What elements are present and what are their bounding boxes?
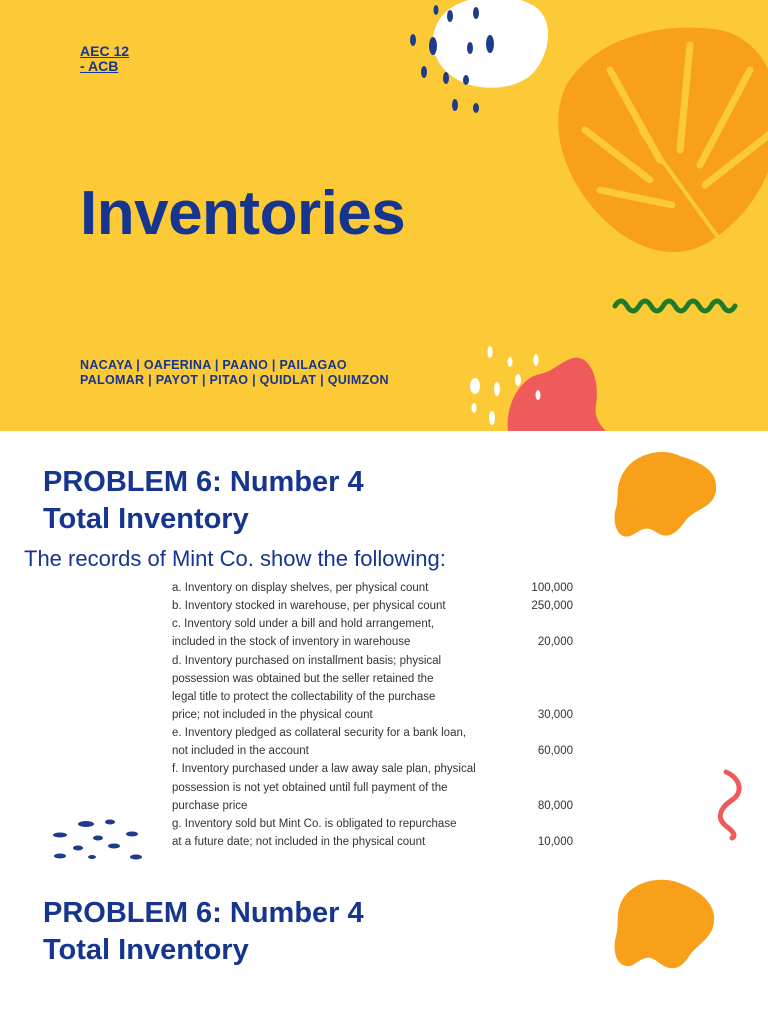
inventory-item-text: at a future date; not included in the physical count (172, 835, 426, 848)
course-code-line2: - ACB (80, 58, 119, 74)
inventory-item-amount: 60,000 (537, 745, 573, 758)
inventory-item-line (172, 615, 577, 633)
inventory-item-line (172, 706, 577, 724)
inventory-item-line (172, 597, 577, 615)
authors-line2: PALOMAR | PAYOT | PITAO | QUIDLAT | QUIMZON (80, 373, 389, 387)
inventory-item-line (172, 833, 577, 851)
inventory-item-line (172, 633, 577, 651)
inventory-item-text: d. Inventory purchased on installment basis; physical (172, 654, 442, 667)
green-squiggle-shape (615, 301, 735, 311)
red-blob-shape (508, 358, 606, 431)
inventory-item-text: price; not included in the physical count (172, 708, 373, 721)
inventory-item-text: included in the stock of inventory in warehouse (172, 636, 411, 649)
authors-line1: NACAYA | OAFERINA | PAANO | PAILAGAO (80, 358, 347, 372)
problem-heading-line2: Total Inventory (43, 503, 249, 535)
inventory-item-line (172, 797, 577, 815)
problem-heading-line1: PROBLEM 6: Number 4 (43, 466, 364, 498)
problem-heading-next-line2: Total Inventory (43, 934, 249, 966)
problem-heading-next-line1: PROBLEM 6: Number 4 (43, 897, 364, 929)
problem-heading-next (43, 895, 364, 969)
inventory-item-text: purchase price (172, 799, 248, 812)
cover-title: Inventories (80, 179, 406, 248)
cover-slide (0, 0, 768, 431)
inventory-item-text: e. Inventory pledged as collateral security for a bank loan, (172, 727, 467, 740)
inventory-item-line (172, 742, 577, 760)
inventory-item-text: possession was obtained but the seller retained the (172, 672, 434, 685)
orange-leaf-shape (558, 27, 768, 252)
inventory-item-line (172, 652, 577, 670)
inventory-item-amount: 250,000 (531, 600, 573, 613)
problem-heading (43, 464, 364, 538)
inventory-item-text: c. Inventory sold under a bill and hold arrangement, (172, 618, 435, 631)
inventory-item-amount: 10,000 (537, 835, 573, 848)
inventory-item-text: f. Inventory purchased under a law away sale plan, physical (172, 763, 476, 776)
inventory-item-line (172, 579, 577, 597)
red-squiggle-shape (720, 772, 739, 838)
inventory-item-amount: 100,000 (531, 582, 573, 594)
navy-dashes-pattern (53, 820, 142, 860)
course-code (80, 44, 129, 74)
inventory-item-text: possession is not yet obtained until full payment of the (172, 781, 448, 794)
inventory-item-amount: 80,000 (537, 799, 573, 812)
inventory-item-text: legal title to protect the collectability of the purchase (172, 690, 436, 703)
problem-intro: The records of Mint Co. show the following: (24, 546, 446, 571)
inventory-item-line (172, 779, 577, 797)
authors-list (80, 358, 389, 388)
inventory-item-amount: 30,000 (537, 708, 573, 721)
inventory-item-line (172, 724, 577, 742)
inventory-item-line (172, 760, 577, 778)
inventory-item-text: not included in the account (172, 745, 309, 758)
orange-blob-shape (615, 452, 717, 537)
inventory-item-amount: 20,000 (537, 636, 573, 649)
course-code-line1: AEC 12 (80, 43, 130, 59)
inventory-item-line (172, 688, 577, 706)
inventory-item-text: a. Inventory on display shelves, per physical count (172, 582, 429, 594)
inventory-item-text: b. Inventory stocked in warehouse, per physical count (172, 600, 446, 613)
inventory-items-list (172, 579, 577, 851)
inventory-item-line (172, 815, 577, 833)
orange-blob-shape-2 (615, 880, 715, 969)
inventory-item-line (172, 670, 577, 688)
inventory-item-text: g. Inventory sold but Mint Co. is obligated to repurchase (172, 817, 457, 830)
